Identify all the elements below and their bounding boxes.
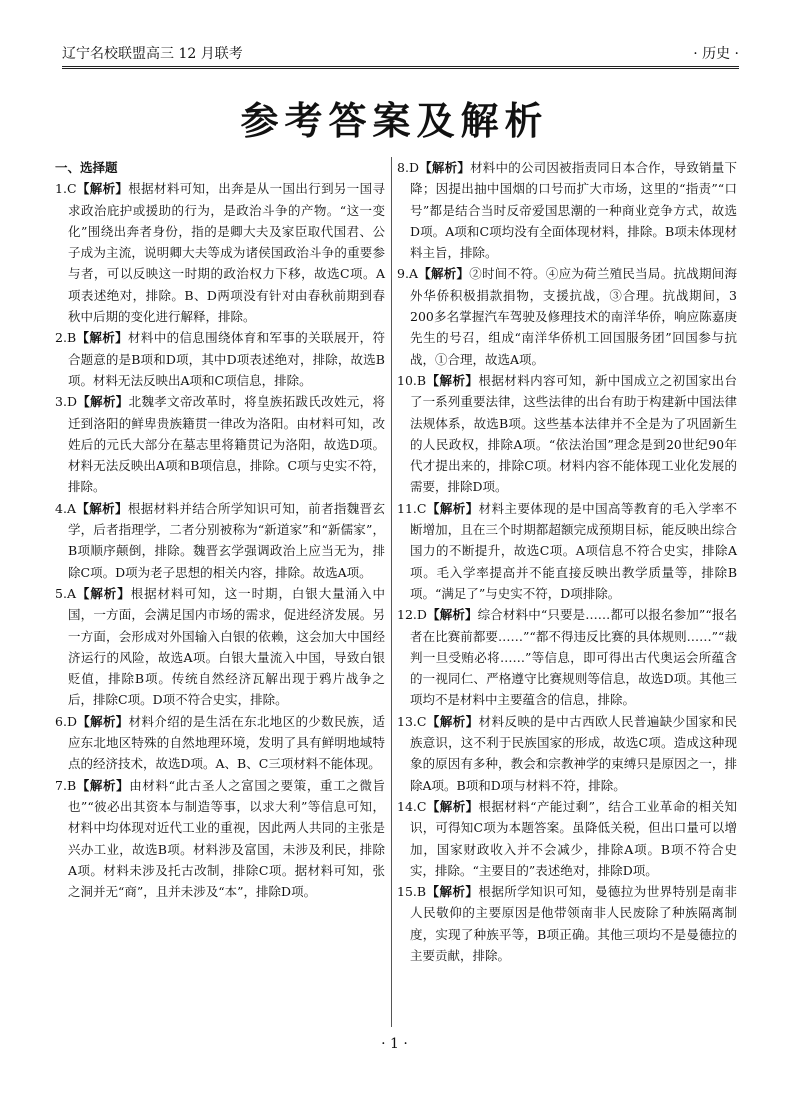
- analysis-text: 根据材料“产能过剩”，结合工业革命的相关知识，可得知C项为本题答案。虽降低关税，但出口量可以增加，国家财政收入并不会减少，排除A项。B项不符合史实，排除。“主要目的”表述绝对，排除D项。: [410, 798, 737, 878]
- header-left: 辽宁名校联盟高三 12 月联考: [62, 46, 243, 62]
- analysis-text: 综合材料中“只要是……都可以报名参加”“报名者在比赛前都要……”“都不得违反比赛的具体规则……”“裁判一旦受贿必将……”等信息，即可得出古代奥运会所蕴含的一视同仁、严格遵守比赛规则等信息，故选D项。其他三项均不是材料中主要蕴含的信息，排除。: [410, 607, 737, 708]
- analysis-text: 材料中的公司因被指责同日本合作，导致销量下降；因提出抽中国烟的口号而扩大市场，这里的“指责”“口号”都是结合当时反帝爱国思潮的一种商业竞争方式，故选D项。A项和C项均没有全面体现材料，排除。B项未体现材料主旨，排除。: [410, 160, 737, 261]
- analysis-tag: 【解析】: [76, 330, 128, 346]
- answer-item: [397, 370, 737, 498]
- answer-number: 2.: [55, 330, 67, 346]
- answer-number: 15.: [397, 884, 417, 900]
- analysis-tag: 【解析】: [426, 372, 479, 388]
- answer-text: [55, 583, 385, 711]
- analysis-tag: 【解析】: [426, 798, 479, 814]
- left-column: [55, 157, 385, 902]
- analysis-text: ②时间不符。④应为荷兰殖民当局。抗战期间海外华侨积极捐款捐物，支援抗战，③合理。抗战期间，3 200多名掌握汽车驾驶及修理技术的南洋华侨，响应陈嘉庚先生的号召，组成“南洋华侨机工回国服务团”回国参与抗战，①合理，故选A项。: [410, 266, 737, 367]
- answer-number: 3.: [55, 394, 67, 410]
- answer-text: [55, 775, 385, 903]
- answer-number: 10.: [397, 372, 417, 388]
- answer-text: [397, 796, 737, 881]
- analysis-text: 根据材料并结合所学知识可知，前者指魏晋玄学，后者指理学，二者分别被称为“新道家”和“新儒家”，B项顺序颠倒，排除。魏晋玄学强调政治上应当无为，排除C项。D项为老子思想的相关内容，排除。故选A项。: [68, 500, 385, 580]
- answer-item: [55, 775, 385, 903]
- answer-number: 7.: [55, 777, 67, 793]
- answer-text: [397, 881, 737, 966]
- answer-text: [397, 711, 737, 796]
- column-divider: [391, 157, 392, 1027]
- answer-item: [397, 157, 737, 263]
- right-column: [397, 157, 737, 966]
- analysis-tag: 【解析】: [426, 500, 479, 516]
- answer-number: 12.: [397, 607, 417, 623]
- analysis-text: 北魏孝文帝改革时，将皇族拓跋氏改姓元，将迁到洛阳的鲜卑贵族籍贯一律改为洛阳。由材料可知，改姓后的元氏大部分在墓志里将籍贯记为洛阳，故选D项。材料无法反映出A项和B项信息，排除。C项与史实不符，排除。: [68, 394, 385, 495]
- answer-choice: C: [416, 500, 427, 516]
- answer-number: 6.: [55, 713, 67, 729]
- answer-number: 9.: [397, 266, 409, 282]
- answer-number: 13.: [397, 713, 417, 729]
- answer-item: [397, 604, 737, 710]
- answer-choice: B: [66, 330, 77, 346]
- answer-item: [397, 263, 737, 369]
- answer-item: [55, 498, 385, 583]
- analysis-tag: 【解析】: [75, 500, 128, 516]
- section-heading: 一、选择题: [55, 160, 118, 175]
- answer-item: [397, 881, 737, 966]
- answer-item: [55, 711, 385, 775]
- answer-text: [397, 157, 737, 263]
- answer-text: [397, 370, 737, 498]
- analysis-text: 根据材料可知，出奔是从一国出行到另一国寻求政治庇护或援助的行为，是政治斗争的产物。“这一变化”围绕出奔者身份，指的是卿大夫及家臣取代国君、公子成为主流，说明卿大夫等成为诸侯国政治斗争的重要参与者，可以反映这一时期的政治权力下移，故选C项。A项表述绝对，排除。B、D两项没有针对由春秋前期到春秋中后期的变化进行解释，排除。: [68, 181, 385, 325]
- page-header: [62, 40, 739, 69]
- answer-number: 1.: [55, 181, 67, 197]
- answer-number: 4.: [55, 500, 67, 516]
- analysis-text: 材料中的信息围绕体育和军事的关联展开，符合题意的是B项和D项，其中D项表述绝对，排除，故选B项。材料无法反映出A项和C项信息，排除。: [68, 330, 385, 388]
- answer-choice: C: [416, 713, 427, 729]
- answer-number: 8.: [397, 160, 409, 175]
- analysis-tag: 【解析】: [76, 181, 129, 197]
- analysis-text: 材料反映的是中古西欧人民普遍缺少国家和民族意识，这不利于民族国家的形成，故选C项。造成这种现象的原因有多种，教会和宗教神学的束缚只是原因之一，排除A项。B项和D项与材料不符，排除。: [410, 713, 737, 793]
- analysis-text: 材料介绍的是生活在东北地区的少数民族，适应东北地区特殊的自然地理环境，发明了具有鲜明地域特点的经济技术，故选D项。A、B、C三项材料不能体现。: [68, 713, 385, 772]
- answer-number: 11.: [397, 500, 417, 516]
- answer-text: [397, 498, 737, 604]
- answer-text: [55, 327, 385, 391]
- analysis-tag: 【解析】: [417, 266, 470, 282]
- analysis-text: 根据所学知识可知，曼德拉为世界特别是南非人民敬仰的主要原因是他带领南非人民废除了种族隔离制度，实现了种族平等，B项正确。其他三项均不是曼德拉的主要贡献，排除。: [410, 884, 737, 963]
- analysis-text: 由材料“此古圣人之富国之要策，重工之微旨也”“彼必出其资本与制造等事，以求大利”等信息可知，材料中均体现对近代工业的重视，因此两人共同的主张是兴办工业，故选B项。材料涉及富国，未涉及利民，排除A项。材料未涉及托古改制，排除C项。据材料可知，张之洞并无“商”，且并未涉及“本”，排除D项。: [68, 777, 385, 900]
- answer-number: 14.: [397, 798, 417, 814]
- answer-text: [397, 263, 737, 369]
- answer-choice: D: [416, 607, 427, 623]
- answer-text: [55, 498, 385, 583]
- answer-item: [55, 178, 385, 327]
- page-title: 参考答案及解析: [240, 99, 549, 143]
- analysis-tag: 【解析】: [418, 160, 471, 175]
- analysis-tag: 【解析】: [76, 777, 130, 793]
- answer-item: [55, 391, 385, 497]
- analysis-text: 材料主要体现的是中国高等教育的毛入学率不断增加，且在三个时期都超额完成预期目标，能反映出综合国力的不断提升，故选C项。A项信息不符合史实，排除A项。毛入学率提高并不能直接反映出教学质量等，排除B项。“满足了”与史实不符，D项排除。: [410, 500, 737, 601]
- answer-choice: B: [416, 372, 427, 388]
- analysis-tag: 【解析】: [426, 713, 479, 729]
- analysis-text: 根据材料可知，这一时期，白银大量涌入中国，一方面，会满足国内市场的需求，促进经济发展。另一方面，会形成对外国输入白银的依赖，这会加大中国经济运行的风险，故选A项。白银大量流入中国，导致白银贬值，排除B项。传统自然经济瓦解出现于鸦片战争之后，排除C项。D项不符合史实，排除。: [68, 585, 385, 708]
- answer-text: [55, 711, 385, 775]
- answer-number: 5.: [55, 585, 67, 601]
- analysis-tag: 【解析】: [75, 585, 131, 601]
- analysis-tag: 【解析】: [76, 713, 129, 729]
- answer-choice: C: [66, 181, 77, 197]
- answer-text: [55, 178, 385, 327]
- answer-item: [397, 796, 737, 881]
- answer-choice: C: [416, 798, 427, 814]
- analysis-tag: 【解析】: [76, 394, 129, 410]
- answer-item: [397, 711, 737, 796]
- answer-choice: A: [66, 500, 76, 516]
- answer-text: [397, 604, 737, 710]
- answer-choice: D: [66, 713, 77, 729]
- answer-choice: D: [408, 160, 419, 175]
- answer-item: [55, 327, 385, 391]
- analysis-tag: 【解析】: [426, 884, 479, 900]
- analysis-tag: 【解析】: [426, 607, 478, 623]
- header-right: · 历史 ·: [693, 46, 739, 62]
- answer-item: [55, 583, 385, 711]
- analysis-text: 根据材料内容可知，新中国成立之初国家出台了一系列重要法律，这些法律的出台有助于构建新中国法律法规体系，故选B项。这些基本法律并不全是为了巩固新生的人民政权，排除A项。“依法治国”理念是到20世纪90年代才提出来的，排除C项。材料内容不能体现工业化发展的需要，排除D项。: [410, 372, 737, 495]
- answer-choice: B: [66, 777, 77, 793]
- answer-choice: D: [66, 394, 77, 410]
- answer-choice: B: [416, 884, 427, 900]
- page-number: · 1 ·: [381, 1036, 408, 1052]
- answer-text: [55, 391, 385, 497]
- answer-choice: A: [66, 585, 76, 601]
- answer-choice: A: [408, 266, 418, 282]
- answer-item: [397, 498, 737, 604]
